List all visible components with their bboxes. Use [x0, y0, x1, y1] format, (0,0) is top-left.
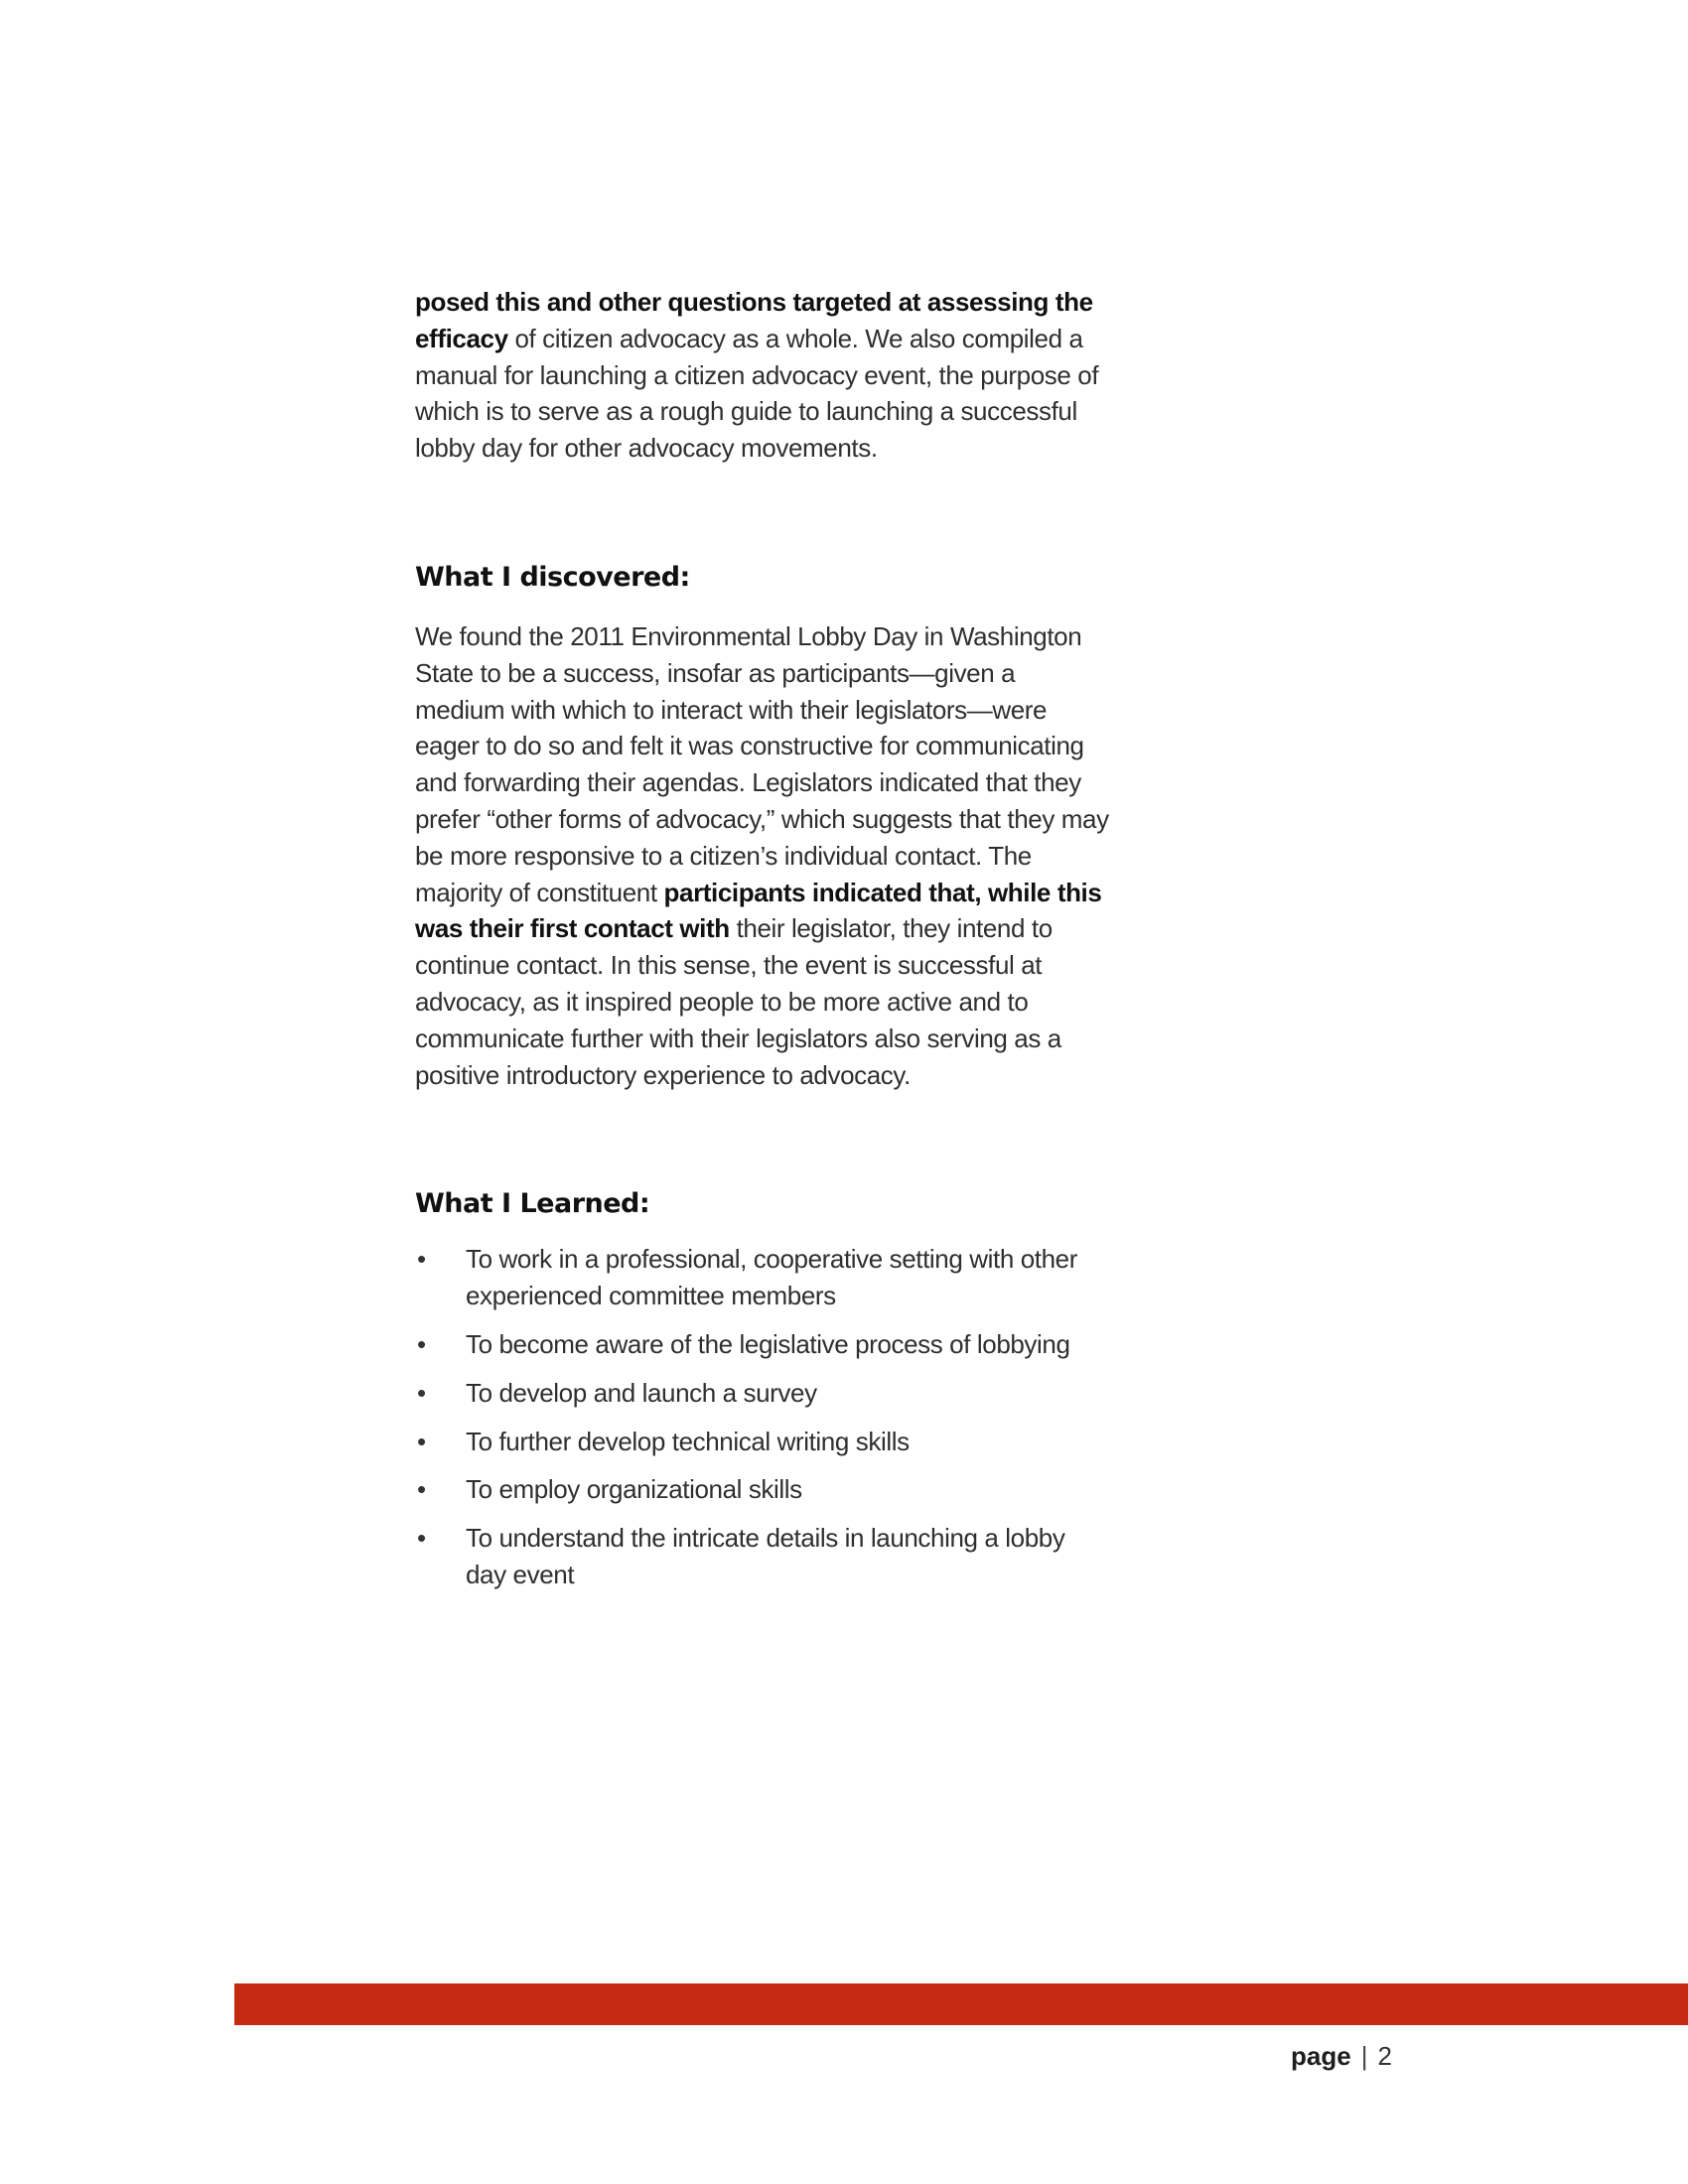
- learned-item: [415, 1375, 1110, 1412]
- bullet-icon: •: [417, 1523, 426, 1554]
- learned-list: [415, 1241, 1110, 1592]
- bullet-icon: •: [417, 1244, 426, 1275]
- learned-item: [415, 1520, 1110, 1593]
- learned-item-text: To understand the intricate details in launching a lobby day event: [466, 1523, 1065, 1589]
- learned-item-text: To employ organizational skills: [466, 1474, 802, 1505]
- learned-item: [415, 1326, 1110, 1363]
- learned-item: [415, 1424, 1110, 1460]
- learned-item: [415, 1471, 1110, 1508]
- text-column: [415, 284, 1110, 1605]
- bullet-icon: •: [417, 1474, 426, 1505]
- learned-item-text: To work in a professional, cooperative setting with other experienced committee members: [466, 1244, 1077, 1311]
- learned-item-text: To further develop technical writing skills: [466, 1426, 910, 1456]
- discovered-text-before: We found the 2011 Environmental Lobby Day in Washington State to be a success, insofar as participants—given a medium with which to interact with their legislators—were eager to do so and felt it was constructive for communicating and forwarding their agendas. Legislators indicated that they prefer “other forms of advocacy,” which suggests that they may be more responsive to a citizen’s individual contact. The majority of constituent: [415, 620, 1109, 907]
- page-label: page: [1291, 2041, 1351, 2071]
- discovered-text-after: their legislator, they intend to continue contact. In this sense, the event is successful at advocacy, as it inspired people to be more active and to communicate further with their legislators also serving as a positive introductory experience to advocacy.: [415, 913, 1061, 1090]
- bullet-icon: •: [417, 1328, 426, 1359]
- page-separator: |: [1360, 2041, 1368, 2071]
- discovered-heading: What I discovered:: [415, 561, 690, 593]
- bullet-icon: •: [417, 1377, 426, 1408]
- discovered-paragraph: [415, 618, 1110, 1093]
- intro-rest: of citizen advocacy as a whole. We also compiled a manual for launching a citizen advocacy event, the purpose of which is to serve as a rough guide to launching a successful lobby day for other advocacy movements.: [415, 323, 1099, 464]
- footer-accent-bar: [234, 1983, 1688, 2025]
- page-footer: [1291, 2041, 1392, 2072]
- learned-item-text: To become aware of the legislative process of lobbying: [466, 1328, 1070, 1359]
- discovered-text-bold: participants indicated that, while this was their first contact with: [415, 877, 1102, 944]
- learned-item-text: To develop and launch a survey: [466, 1377, 817, 1408]
- intro-bold-line: posed this and other questions targeted at assessing the efficacy: [415, 287, 1093, 353]
- learned-heading: What I Learned:: [415, 1188, 650, 1220]
- learned-item: [415, 1241, 1110, 1314]
- bullet-icon: •: [417, 1426, 426, 1456]
- intro-paragraph: [415, 284, 1110, 467]
- page-number: 2: [1377, 2041, 1392, 2071]
